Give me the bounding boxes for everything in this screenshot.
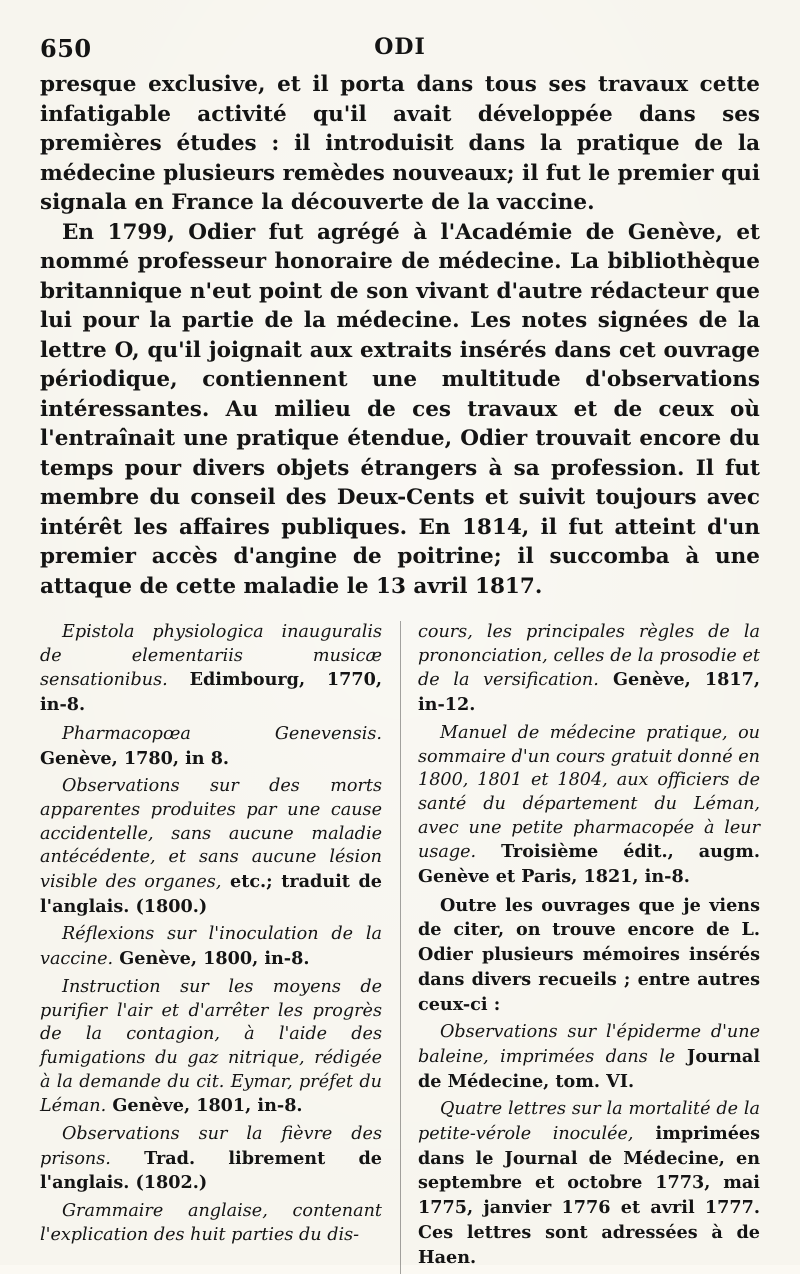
entry-details: Genève, 1800, in-8. xyxy=(113,948,310,970)
bibliography xyxy=(40,621,760,1274)
entry-details: Troisième édit., augm. Genève et Paris, 1821, in-8. xyxy=(418,841,760,888)
bibliography-left-column xyxy=(40,621,382,1274)
bibliography-entry xyxy=(418,621,760,718)
entry-details: Genève, 1780, in 8. xyxy=(40,747,230,769)
entry-title: Instruction sur les moyens de purifier l'air et d'arrêter les progrès de la contagion, à l'aide des fumigations du gaz nitrique, rédigée à la demande du cit. Eymar, préfet du Léman. xyxy=(40,976,382,1117)
column-divider xyxy=(400,621,401,1274)
entry-title: Observations sur des morts apparentes produites par une cause accidentelle, sans aucune maladie antécédente, et sans aucune lésion visible des organes, xyxy=(40,776,382,893)
entry-details: Trad. librement de l'anglais. (1802.) xyxy=(40,1147,382,1194)
bibliography-entry xyxy=(40,923,382,971)
entry-title: Observations sur la fièvre des prisons. xyxy=(40,1124,382,1169)
entry-title: cours, les principales règles de la prononciation, celles de la prosodie et de la versification. xyxy=(418,622,760,691)
paragraph-1: presque exclusive, et il porta dans tous ses travaux cette infatigable activité qu'il avait développée dans ses premières études : il introduisit dans la pratique de la médecine plusieurs remèdes nouveaux; il fut le premier qui signala en France la découverte de la vaccine. xyxy=(40,72,760,215)
entry-details: imprimées dans le Journal de Médecine, en septembre et octobre 1773, mai 1775, janvier 1776 et avril 1777. Ces lettres sont adressées à de Haen. xyxy=(418,1123,760,1268)
bibliography-entry xyxy=(40,976,382,1119)
running-head: ODI xyxy=(374,34,426,60)
bibliography-entry xyxy=(418,894,760,1018)
bibliography-entry xyxy=(40,775,382,919)
entry-title: Pharmacopœa Genevensis. xyxy=(62,723,382,744)
entry-title: Manuel de médecine pratique, ou sommaire d'un cours gratuit donné en 1800, 1801 et 1804, aux officiers de santé du département du Léman, avec une petite pharmacopée à leur usage. xyxy=(418,722,760,863)
entry-details: Genève, 1817, in-12. xyxy=(418,669,760,716)
entry-details: etc.; traduit de l'anglais. (1800.) xyxy=(40,871,383,917)
bibliography-entry xyxy=(40,621,382,718)
entry-title: Observations sur l'épiderme d'une baleine, imprimées dans le xyxy=(418,1022,760,1067)
bibliography-entry xyxy=(418,1021,760,1094)
entry-title: Grammaire anglaise, contenant l'explication des huit parties du dis- xyxy=(40,1201,382,1245)
bibliography-entry xyxy=(40,1200,382,1247)
bibliography-right-column xyxy=(418,621,760,1274)
paragraph-2: En 1799, Odier fut agrégé à l'Académie de Genève, et nommé professeur honoraire de médecine. La bibliothèque britannique n'eut point de son vivant d'autre rédacteur que lui pour la partie de la médecine. Les notes signées de la lettre O, qu'il joignait aux extraits insérés dans cet ouvrage périodique, contiennent une multitude d'observations intéressantes. Au milieu de ces travaux et de ceux où l'entraînait une pratique étendue, Odier trouvait encore du temps pour divers objets étrangers à sa profession. Il fut membre du conseil des Deux-Cents et suivit toujours avec intérêt les affaires publiques. En 1814, il fut atteint d'un premier accès d'angine de poitrine; il succomba à une attaque de cette maladie le 13 avril 1817. xyxy=(40,219,760,599)
page-header xyxy=(40,30,760,70)
entry-details: Journal de Médecine, tom. VI. xyxy=(418,1045,761,1092)
bibliography-entry xyxy=(418,722,760,890)
entry-title: Quatre lettres sur la mortalité de la petite-vérole inoculée, xyxy=(418,1099,760,1145)
entry-details: Genève, 1801, in-8. xyxy=(106,1095,303,1117)
bibliography-entry xyxy=(40,722,382,771)
bibliography-entry xyxy=(418,1098,760,1270)
entry-title: Epistola physiologica inauguralis de elementariis musicæ sensationibus. xyxy=(40,622,382,691)
entry-title: Réflexions sur l'inoculation de la vaccine. xyxy=(40,924,382,970)
entry-details: Edimbourg, 1770, in-8. xyxy=(40,669,382,716)
page-number: 650 xyxy=(40,34,92,63)
bibliography-entry xyxy=(40,1123,382,1196)
main-text xyxy=(40,70,760,601)
entry-details: Outre les ouvrages que je viens de citer, on trouve encore de L. Odier plusieurs mémoires insérés dans divers recueils ; entre autres ceux-ci : xyxy=(418,894,760,1015)
